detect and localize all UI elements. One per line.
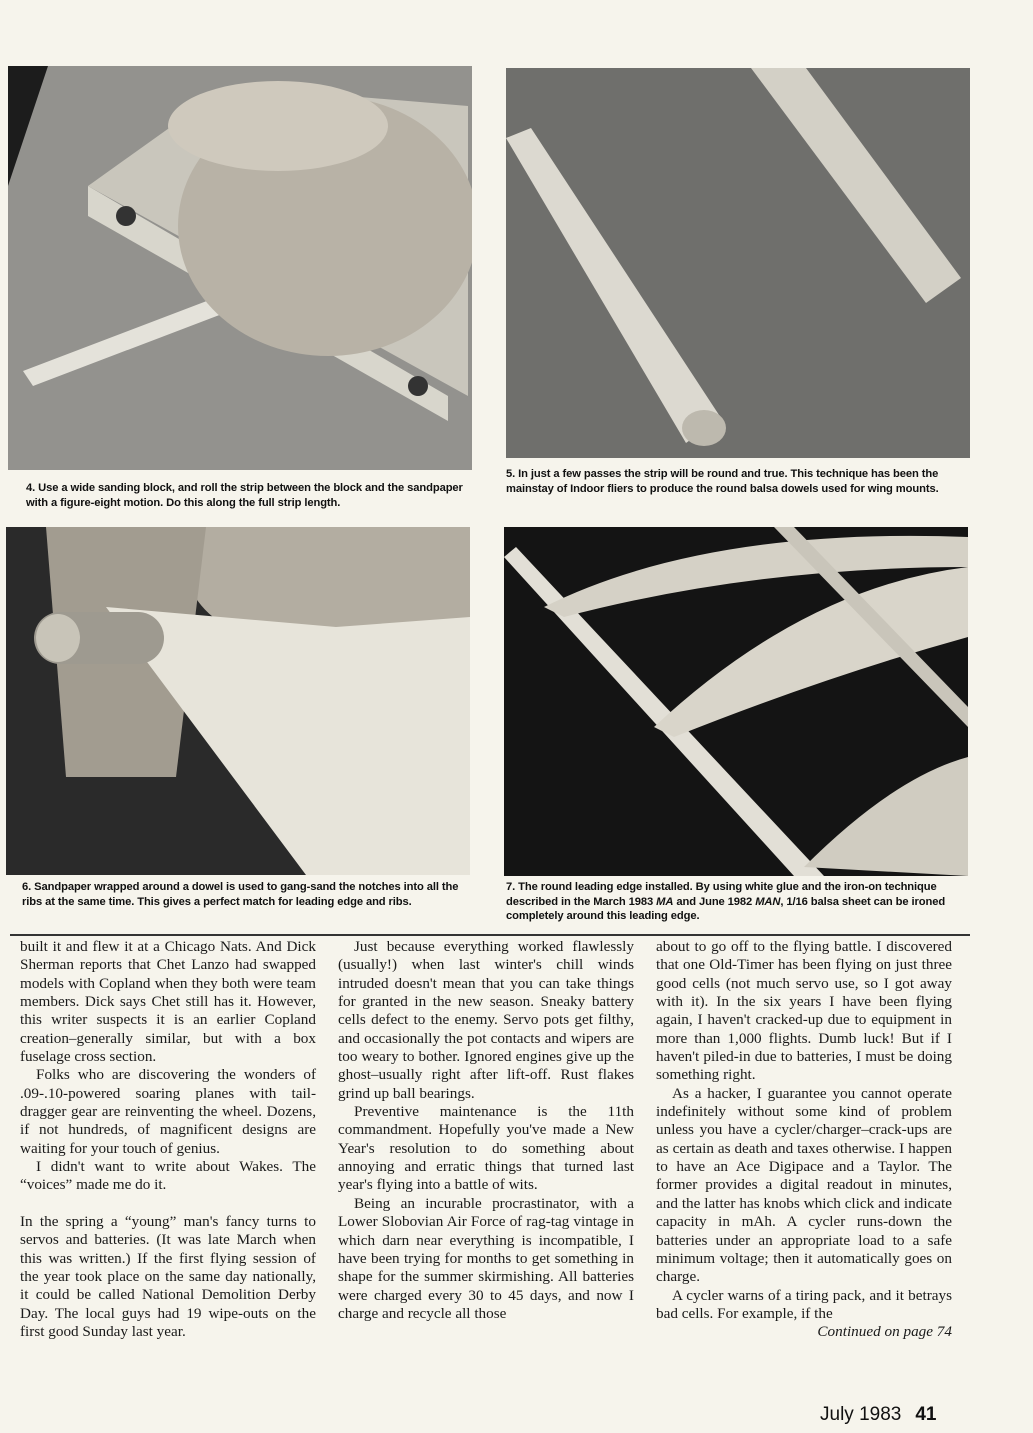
paragraph: about to go off to the flying battle. I discovered that one Old-Timer has been flying on just three good cells (not much servo use, so I got away with it). In the six years I have been flying again, I haven't cracked-up due to equipment in more than 1,000 flights. Dumb luck! But if I haven't piled-in due to batteries, I must be doing something right. bbox=[656, 938, 952, 1084]
photo-sanding-block bbox=[8, 66, 472, 470]
caption-photo-6: 6. Sandpaper wrapped around a dowel is used to gang-sand the notches into all the ribs at the same time. This gives a perfect match for leading edge and ribs. bbox=[22, 881, 459, 908]
caption-photo-5: 5. In just a few passes the strip will be round and true. This technique has been the mainstay of Indoor fliers to produce the round balsa dowels used for wing mounts. bbox=[506, 468, 939, 495]
caption-text: and June 1982 bbox=[673, 895, 756, 908]
article-column-1 bbox=[20, 938, 316, 1341]
page-footer bbox=[820, 1404, 936, 1426]
page-number: 41 bbox=[915, 1404, 937, 1425]
article-column-2 bbox=[338, 938, 634, 1323]
paragraph: Just because everything worked flawlessly (usually!) when last winter's chill winds intruded doesn't mean that you can take things for granted in the new season. Sneaky battery cells defect to the enemy. Servo pots get filthy, and occasionally the pot contacts and wipers are too weary to bother. Ignored engines give up the ghost–usually right after lift-off. Rust flakes grind up ball bearings. bbox=[338, 938, 634, 1102]
divider-rule bbox=[10, 934, 970, 936]
photo-round-strip bbox=[506, 68, 970, 458]
paragraph: Being an incurable procrastinator, with a Lower Slobovian Air Force of rag-tag vintage in which darn near everything is incompatible, I have been trying for months to get something in shape for the summer skirmishing. All batteries were charged every 30 to 45 days, and now I charge and recycle all those bbox=[338, 1194, 634, 1322]
caption-magazine-man: MAN bbox=[755, 895, 781, 908]
photo-leading-edge bbox=[504, 527, 968, 876]
paragraph: built it and flew it at a Chicago Nats. And Dick Sherman reports that Chet Lanzo had swapped models with Copland when they both were team members. Dick says Chet still has it. However, this writer suspects it is an earlier Copland creation–generally similar, but with a box fuselage cross section. bbox=[20, 938, 316, 1066]
caption-photo-7 bbox=[506, 880, 961, 924]
paragraph: I didn't want to write about Wakes. The “voices” made me do it. bbox=[20, 1158, 316, 1194]
paragraph: As a hacker, I guarantee you cannot operate indefinitely without some kind of problem unless you have a cycler/charger–crack-ups are as certain as death and taxes otherwise. I happen to have an Ace Digipace and a Taylor. The former provides a digital readout in minutes, and the latter has knobs which click and indicate capacity in mAh. A cycler runs-down the batteries under an appropriate load to a safe minimum voltage; then it automatically goes on charge. bbox=[656, 1084, 952, 1286]
article-column-3 bbox=[656, 938, 952, 1342]
issue-date: July 1983 bbox=[820, 1404, 902, 1425]
paragraph: In the spring a “young” man's fancy turns to servos and batteries. (It was late March when this was written.) If the first flying session of the year took place on the same day nationally, it could be called National Demolition Derby Day. The local guys had 19 wipe-outs on the first good Sunday last year. bbox=[20, 1212, 316, 1340]
photo-gang-sanding bbox=[6, 527, 470, 875]
caption-text: 7. The round leading edge installed. By using white glue and the iron-on technique described in the March 1983 bbox=[506, 881, 937, 908]
paragraph: A cycler warns of a tiring pack, and it betrays bad cells. For example, if the bbox=[656, 1286, 952, 1322]
paragraph: Folks who are discovering the wonders of .09-.10-powered soaring planes with tail-dragger gear are reinventing the wheel. Dozens, if not hundreds, of magnificent designs are waiting for your touch of genius. bbox=[20, 1066, 316, 1157]
paragraph: Preventive maintenance is the 11th commandment. Hopefully you've made a New Year's resolution to do something about annoying and erratic things that turned last year's flying into a battle of wits. bbox=[338, 1103, 634, 1194]
caption-photo-4: 4. Use a wide sanding block, and roll the strip between the block and the sandpaper with a figure-eight motion. Do this along the full strip length. bbox=[26, 482, 463, 509]
continued-on-link: Continued on page 74 bbox=[817, 1323, 952, 1341]
caption-text: , 1/16 balsa sheet can be ironed completely around this leading edge. bbox=[506, 895, 946, 922]
caption-magazine-ma: MA bbox=[656, 895, 674, 908]
